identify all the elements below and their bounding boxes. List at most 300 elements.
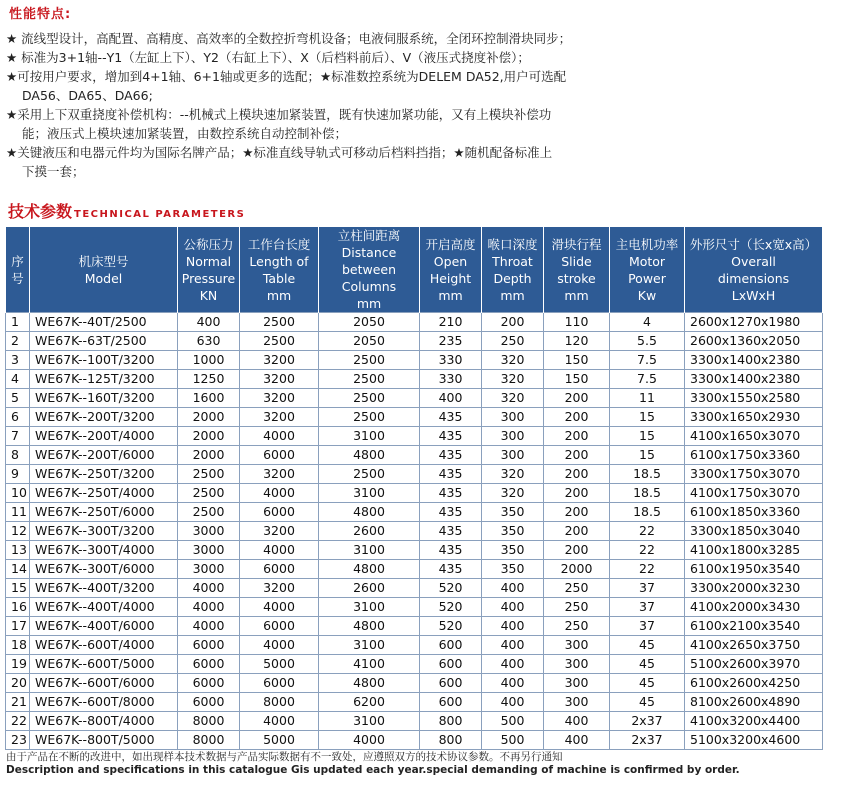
col-motor-power-cell: 37 <box>610 598 685 617</box>
col-dimensions-cell: 5100x3200x4600 <box>685 731 823 750</box>
col-open-height-header <box>420 227 482 313</box>
col-table-length-cell: 4000 <box>240 484 319 503</box>
col-throat-depth-cell: 350 <box>482 522 544 541</box>
col-pressure-cell: 1250 <box>178 370 240 389</box>
col-motor-power-cell: 2x37 <box>610 731 685 750</box>
col-dimensions-cell: 3300x2000x3230 <box>685 579 823 598</box>
col-dimensions-cell: 3300x1550x2580 <box>685 389 823 408</box>
header-text: Columns <box>341 279 397 294</box>
col-dimensions-cell: 6100x2100x3540 <box>685 617 823 636</box>
col-motor-power-cell: 37 <box>610 617 685 636</box>
col-open-height-cell: 435 <box>420 427 482 446</box>
col-pressure-cell: 4000 <box>178 598 240 617</box>
note-chinese: 由于产品在不断的改进中，如出现样本技术数据与产品实际数据有不一致处，应遵照双方的技术协议参数。不再另行通知 <box>6 751 563 763</box>
col-index-cell: 14 <box>6 560 30 579</box>
table-row <box>6 484 823 503</box>
col-motor-power-cell: 7.5 <box>610 370 685 389</box>
col-index-cell: 1 <box>6 313 30 332</box>
header-text: 公称压力 <box>183 236 234 252</box>
col-column-distance-cell: 2050 <box>319 332 420 351</box>
col-slide-stroke-cell: 200 <box>544 389 610 408</box>
col-index-cell: 11 <box>6 503 30 522</box>
col-throat-depth-cell: 400 <box>482 674 544 693</box>
header-text: 开启高度 <box>425 236 476 252</box>
header-text: 立柱间距离 <box>337 228 401 243</box>
col-slide-stroke-cell: 200 <box>544 408 610 427</box>
col-throat-depth-cell: 320 <box>482 370 544 389</box>
col-table-length-cell: 3200 <box>240 579 319 598</box>
col-pressure-cell: 4000 <box>178 579 240 598</box>
col-open-height-cell: 520 <box>420 579 482 598</box>
col-column-distance-cell: 3100 <box>319 636 420 655</box>
col-index-cell: 22 <box>6 712 30 731</box>
header-text: Normal <box>185 253 232 269</box>
col-motor-power-cell: 18.5 <box>610 465 685 484</box>
table-row <box>6 674 823 693</box>
col-table-length-cell: 8000 <box>240 693 319 712</box>
col-index-cell: 19 <box>6 655 30 674</box>
col-index-cell: 17 <box>6 617 30 636</box>
col-column-distance-cell: 2600 <box>319 522 420 541</box>
col-table-length-cell: 4000 <box>240 636 319 655</box>
col-motor-power-cell: 11 <box>610 389 685 408</box>
col-column-distance-cell: 4800 <box>319 446 420 465</box>
col-index-cell: 10 <box>6 484 30 503</box>
col-throat-depth-cell: 320 <box>482 351 544 370</box>
col-slide-stroke-cell: 250 <box>544 617 610 636</box>
col-pressure-cell: 3000 <box>178 522 240 541</box>
col-open-height-cell: 600 <box>420 655 482 674</box>
col-index-cell: 3 <box>6 351 30 370</box>
col-model-header <box>30 227 178 313</box>
col-table-length-cell: 3200 <box>240 408 319 427</box>
col-open-height-cell: 600 <box>420 636 482 655</box>
col-column-distance-cell: 2500 <box>319 408 420 427</box>
col-index-cell: 23 <box>6 731 30 750</box>
table-row <box>6 389 823 408</box>
col-index-cell: 9 <box>6 465 30 484</box>
col-open-height-cell: 435 <box>420 484 482 503</box>
col-open-height-cell: 400 <box>420 389 482 408</box>
feature-line: ★可按用户要求，增加到4+1轴、6+1轴或更多的选配；★标准数控系统为DELEM DA52,用户可选配 <box>6 69 567 84</box>
col-column-distance-cell: 3100 <box>319 598 420 617</box>
feature-line: 能；液压式上模块速加紧装置，由数控系统自动控制补偿； <box>22 126 348 141</box>
col-slide-stroke-cell: 300 <box>544 655 610 674</box>
table-row <box>6 598 823 617</box>
col-throat-depth-cell: 400 <box>482 579 544 598</box>
col-table-length-cell: 2500 <box>240 313 319 332</box>
col-index-cell: 2 <box>6 332 30 351</box>
col-index-cell: 4 <box>6 370 30 389</box>
feature-line: DA56、DA65、DA66; <box>22 88 153 103</box>
heading-en: TECHNICAL PARAMETERS <box>74 209 246 220</box>
col-dimensions-cell: 4100x1650x3070 <box>685 427 823 446</box>
col-model-cell: WE67K--40T/2500 <box>30 313 178 332</box>
col-open-height-cell: 330 <box>420 351 482 370</box>
table-row <box>6 560 823 579</box>
col-slide-stroke-cell: 2000 <box>544 560 610 579</box>
col-throat-depth-cell: 350 <box>482 560 544 579</box>
col-slide-stroke-cell: 300 <box>544 636 610 655</box>
col-model-cell: WE67K--125T/3200 <box>30 370 178 389</box>
col-table-length-cell: 6000 <box>240 446 319 465</box>
col-throat-depth-cell: 500 <box>482 731 544 750</box>
col-pressure-cell: 6000 <box>178 674 240 693</box>
col-model-cell: WE67K--800T/5000 <box>30 731 178 750</box>
col-open-height-cell: 435 <box>420 503 482 522</box>
col-motor-power-cell: 22 <box>610 541 685 560</box>
col-throat-depth-cell: 320 <box>482 389 544 408</box>
col-column-distance-cell: 4000 <box>319 731 420 750</box>
table-row <box>6 541 823 560</box>
table-row <box>6 522 823 541</box>
col-motor-power-cell: 15 <box>610 408 685 427</box>
col-pressure-cell: 6000 <box>178 693 240 712</box>
col-model-cell: WE67K--250T/6000 <box>30 503 178 522</box>
col-slide-stroke-cell: 120 <box>544 332 610 351</box>
table-row <box>6 712 823 731</box>
col-index-cell: 5 <box>6 389 30 408</box>
col-column-distance-cell: 2500 <box>319 389 420 408</box>
col-column-distance-cell: 4800 <box>319 503 420 522</box>
col-open-height-cell: 330 <box>420 370 482 389</box>
col-throat-depth-cell: 300 <box>482 408 544 427</box>
header-text: 滑块行程 <box>551 236 602 252</box>
technical-parameters-heading <box>8 199 245 222</box>
col-dimensions-header <box>685 227 823 313</box>
feature-line: ★采用上下双重挠度补偿机构：--机械式上模块速加紧装置，既有快速加紧功能，又有上模块补偿功 <box>6 107 552 122</box>
col-slide-stroke-cell: 400 <box>544 731 610 750</box>
header-text: mm <box>266 287 292 303</box>
col-column-distance-cell: 2500 <box>319 465 420 484</box>
col-motor-power-cell: 45 <box>610 655 685 674</box>
col-index-cell: 7 <box>6 427 30 446</box>
col-table-length-cell: 3200 <box>240 370 319 389</box>
col-throat-depth-header <box>482 227 544 313</box>
header-text: dimensions <box>717 270 790 286</box>
header-text: Open <box>433 253 468 269</box>
col-open-height-cell: 435 <box>420 541 482 560</box>
col-motor-power-cell: 18.5 <box>610 484 685 503</box>
col-dimensions-cell: 4100x2000x3430 <box>685 598 823 617</box>
col-open-height-cell: 600 <box>420 674 482 693</box>
header-text: Pressure <box>181 270 236 286</box>
col-model-cell: WE67K--600T/5000 <box>30 655 178 674</box>
col-index-cell: 15 <box>6 579 30 598</box>
col-slide-stroke-cell: 250 <box>544 579 610 598</box>
header-text: stroke <box>557 270 596 286</box>
col-dimensions-cell: 3300x1750x3070 <box>685 465 823 484</box>
col-motor-power-cell: 45 <box>610 636 685 655</box>
col-model-cell: WE67K--400T/6000 <box>30 617 178 636</box>
col-motor-power-cell: 37 <box>610 579 685 598</box>
header-text: mm <box>356 296 382 311</box>
col-table-length-cell: 3200 <box>240 522 319 541</box>
col-pressure-cell: 2000 <box>178 446 240 465</box>
col-pressure-cell: 630 <box>178 332 240 351</box>
table-header-row <box>6 227 823 313</box>
header-text: Slide <box>561 253 592 269</box>
col-model-cell: WE67K--100T/3200 <box>30 351 178 370</box>
col-throat-depth-cell: 400 <box>482 598 544 617</box>
header-text: 喉口深度 <box>487 236 538 252</box>
table-row <box>6 579 823 598</box>
col-throat-depth-cell: 400 <box>482 617 544 636</box>
col-motor-power-cell: 5.5 <box>610 332 685 351</box>
col-slide-stroke-cell: 200 <box>544 427 610 446</box>
col-dimensions-cell: 6100x2600x4250 <box>685 674 823 693</box>
col-motor-power-cell: 22 <box>610 522 685 541</box>
table-row <box>6 731 823 750</box>
col-motor-power-cell: 22 <box>610 560 685 579</box>
col-pressure-cell: 8000 <box>178 731 240 750</box>
col-index-cell: 18 <box>6 636 30 655</box>
col-model-cell: WE67K--300T/3200 <box>30 522 178 541</box>
col-dimensions-cell: 4100x1750x3070 <box>685 484 823 503</box>
col-slide-stroke-cell: 110 <box>544 313 610 332</box>
col-table-length-cell: 4000 <box>240 541 319 560</box>
col-pressure-cell: 400 <box>178 313 240 332</box>
features-heading: 性能特点: <box>9 7 72 22</box>
col-open-height-cell: 435 <box>420 522 482 541</box>
col-dimensions-cell: 4100x2650x3750 <box>685 636 823 655</box>
col-column-distance-cell: 4800 <box>319 617 420 636</box>
table-row <box>6 446 823 465</box>
col-table-length-header <box>240 227 319 313</box>
col-throat-depth-cell: 500 <box>482 712 544 731</box>
col-index-cell: 16 <box>6 598 30 617</box>
heading-cn: 技术参数 <box>8 202 73 221</box>
col-table-length-cell: 6000 <box>240 674 319 693</box>
col-throat-depth-cell: 250 <box>482 332 544 351</box>
header-text: mm <box>564 287 589 303</box>
col-index-cell: 21 <box>6 693 30 712</box>
col-model-cell: WE67K--300T/4000 <box>30 541 178 560</box>
header-text: 号 <box>11 270 24 286</box>
col-slide-stroke-cell: 200 <box>544 503 610 522</box>
col-motor-power-cell: 45 <box>610 693 685 712</box>
col-table-length-cell: 2500 <box>240 332 319 351</box>
col-pressure-cell: 2500 <box>178 484 240 503</box>
col-pressure-cell: 4000 <box>178 617 240 636</box>
header-text: Throat <box>492 253 533 269</box>
col-column-distance-cell: 3100 <box>319 427 420 446</box>
col-throat-depth-cell: 400 <box>482 655 544 674</box>
col-pressure-cell: 3000 <box>178 560 240 579</box>
col-index-cell: 20 <box>6 674 30 693</box>
header-text: Table <box>262 270 296 286</box>
col-slide-stroke-cell: 250 <box>544 598 610 617</box>
header-text: LxWxH <box>731 287 776 303</box>
col-throat-depth-cell: 400 <box>482 693 544 712</box>
col-open-height-cell: 435 <box>420 408 482 427</box>
col-open-height-cell: 520 <box>420 617 482 636</box>
col-open-height-cell: 235 <box>420 332 482 351</box>
col-index-header <box>6 227 30 313</box>
col-column-distance-cell: 4800 <box>319 674 420 693</box>
col-throat-depth-cell: 400 <box>482 636 544 655</box>
header-text: Kw <box>637 287 657 303</box>
col-column-distance-cell: 3100 <box>319 541 420 560</box>
col-pressure-cell: 3000 <box>178 541 240 560</box>
col-table-length-cell: 5000 <box>240 655 319 674</box>
col-pressure-cell: 2500 <box>178 465 240 484</box>
col-column-distance-cell: 2500 <box>319 370 420 389</box>
header-text: 外形尺寸（长x宽x高） <box>689 236 818 252</box>
table-row <box>6 351 823 370</box>
col-dimensions-cell: 6100x1750x3360 <box>685 446 823 465</box>
col-model-cell: WE67K--400T/4000 <box>30 598 178 617</box>
col-model-cell: WE67K--200T/3200 <box>30 408 178 427</box>
col-pressure-cell: 6000 <box>178 636 240 655</box>
table-row <box>6 313 823 332</box>
col-motor-power-cell: 4 <box>610 313 685 332</box>
col-slide-stroke-cell: 150 <box>544 370 610 389</box>
feature-line: 下摸一套； <box>22 164 85 179</box>
col-open-height-cell: 800 <box>420 731 482 750</box>
feature-line: ★ 流线型设计，高配置、高精度、高效率的全数控折弯机设备；电液伺服系统，全闭环控制滑块同步； <box>6 31 572 46</box>
col-model-cell: WE67K--63T/2500 <box>30 332 178 351</box>
col-column-distance-cell: 3100 <box>319 484 420 503</box>
col-dimensions-cell: 3300x1650x2930 <box>685 408 823 427</box>
col-open-height-cell: 800 <box>420 712 482 731</box>
col-table-length-cell: 3200 <box>240 465 319 484</box>
note-english: Description and specifications in this catalogue Gis updated each year.special demanding of machine is confirmed by order. <box>6 764 740 776</box>
col-dimensions-cell: 3300x1400x2380 <box>685 351 823 370</box>
header-text: 机床型号 <box>78 253 129 269</box>
header-text: Model <box>84 270 123 286</box>
col-motor-power-cell: 18.5 <box>610 503 685 522</box>
header-text: 序 <box>11 253 24 269</box>
col-slide-stroke-cell: 300 <box>544 674 610 693</box>
col-model-cell: WE67K--600T/6000 <box>30 674 178 693</box>
col-table-length-cell: 3200 <box>240 351 319 370</box>
col-slide-stroke-cell: 200 <box>544 541 610 560</box>
table-row <box>6 332 823 351</box>
table-row <box>6 465 823 484</box>
col-pressure-cell: 1600 <box>178 389 240 408</box>
col-slide-stroke-cell: 300 <box>544 693 610 712</box>
col-column-distance-cell: 6200 <box>319 693 420 712</box>
col-slide-stroke-cell: 200 <box>544 446 610 465</box>
header-text: mm <box>500 287 525 303</box>
table-row <box>6 408 823 427</box>
col-column-distance-cell: 2500 <box>319 351 420 370</box>
col-throat-depth-cell: 300 <box>482 446 544 465</box>
col-dimensions-cell: 3300x1850x3040 <box>685 522 823 541</box>
col-open-height-cell: 435 <box>420 465 482 484</box>
header-text: Height <box>429 270 472 286</box>
col-open-height-cell: 600 <box>420 693 482 712</box>
col-motor-power-cell: 15 <box>610 446 685 465</box>
col-throat-depth-cell: 320 <box>482 465 544 484</box>
col-throat-depth-cell: 350 <box>482 503 544 522</box>
col-column-distance-header <box>319 227 420 313</box>
col-open-height-cell: 435 <box>420 446 482 465</box>
col-table-length-cell: 5000 <box>240 731 319 750</box>
col-index-cell: 12 <box>6 522 30 541</box>
col-dimensions-cell: 8100x2600x4890 <box>685 693 823 712</box>
col-table-length-cell: 3200 <box>240 389 319 408</box>
col-column-distance-cell: 4100 <box>319 655 420 674</box>
col-pressure-cell: 8000 <box>178 712 240 731</box>
header-text: Length of <box>249 253 309 269</box>
col-open-height-cell: 210 <box>420 313 482 332</box>
parameters-table <box>5 227 823 750</box>
col-throat-depth-cell: 350 <box>482 541 544 560</box>
col-dimensions-cell: 6100x1850x3360 <box>685 503 823 522</box>
col-pressure-header <box>178 227 240 313</box>
col-dimensions-cell: 2600x1270x1980 <box>685 313 823 332</box>
col-column-distance-cell: 2600 <box>319 579 420 598</box>
col-motor-power-cell: 15 <box>610 427 685 446</box>
table-row <box>6 617 823 636</box>
col-open-height-cell: 435 <box>420 560 482 579</box>
feature-line: ★ 标准为3+1轴--Y1（左缸上下）、Y2（右缸上下）、X（后档料前后）、V（液压式挠度补偿）； <box>6 50 530 65</box>
col-model-cell: WE67K--400T/3200 <box>30 579 178 598</box>
header-text: Overall <box>731 253 776 269</box>
col-motor-power-header <box>610 227 685 313</box>
header-text: 工作台长度 <box>247 236 311 252</box>
col-pressure-cell: 2000 <box>178 408 240 427</box>
col-throat-depth-cell: 200 <box>482 313 544 332</box>
col-throat-depth-cell: 320 <box>482 484 544 503</box>
col-pressure-cell: 2500 <box>178 503 240 522</box>
col-slide-stroke-cell: 200 <box>544 465 610 484</box>
col-table-length-cell: 4000 <box>240 712 319 731</box>
header-text: 主电机功率 <box>615 236 679 252</box>
col-model-cell: WE67K--600T/4000 <box>30 636 178 655</box>
feature-line: ★关键液压和电器元件均为国际名牌产品；★标准直线导轨式可移动后档料挡指；★随机配备标准上 <box>6 145 553 160</box>
col-index-cell: 13 <box>6 541 30 560</box>
col-model-cell: WE67K--200T/4000 <box>30 427 178 446</box>
header-text: Distance between <box>341 245 397 277</box>
header-text: KN <box>199 287 218 303</box>
table-row <box>6 427 823 446</box>
col-motor-power-cell: 2x37 <box>610 712 685 731</box>
col-dimensions-cell: 4100x1800x3285 <box>685 541 823 560</box>
col-dimensions-cell: 2600x1360x2050 <box>685 332 823 351</box>
col-pressure-cell: 2000 <box>178 427 240 446</box>
col-column-distance-cell: 3100 <box>319 712 420 731</box>
col-motor-power-cell: 45 <box>610 674 685 693</box>
table-row <box>6 636 823 655</box>
col-model-cell: WE67K--200T/6000 <box>30 446 178 465</box>
header-text: Power <box>628 270 666 286</box>
col-table-length-cell: 4000 <box>240 427 319 446</box>
col-motor-power-cell: 7.5 <box>610 351 685 370</box>
table-body <box>6 313 823 750</box>
col-slide-stroke-cell: 150 <box>544 351 610 370</box>
col-slide-stroke-cell: 400 <box>544 712 610 731</box>
table-row <box>6 693 823 712</box>
table-row <box>6 655 823 674</box>
table-row <box>6 503 823 522</box>
col-open-height-cell: 520 <box>420 598 482 617</box>
col-model-cell: WE67K--250T/3200 <box>30 465 178 484</box>
col-model-cell: WE67K--160T/3200 <box>30 389 178 408</box>
col-dimensions-cell: 3300x1400x2380 <box>685 370 823 389</box>
col-slide-stroke-cell: 200 <box>544 522 610 541</box>
col-column-distance-cell: 4800 <box>319 560 420 579</box>
col-table-length-cell: 6000 <box>240 503 319 522</box>
col-table-length-cell: 4000 <box>240 598 319 617</box>
header-text: mm <box>438 287 463 303</box>
col-dimensions-cell: 4100x3200x4400 <box>685 712 823 731</box>
col-index-cell: 6 <box>6 408 30 427</box>
col-index-cell: 8 <box>6 446 30 465</box>
col-dimensions-cell: 6100x1950x3540 <box>685 560 823 579</box>
